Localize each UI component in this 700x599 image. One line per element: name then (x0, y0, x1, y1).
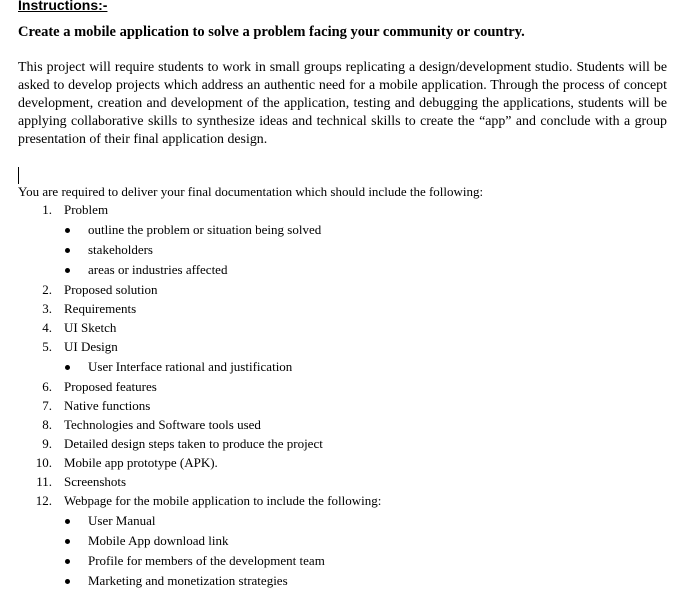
list-item-text: Screenshots (64, 474, 127, 489)
bullet-item (0, 358, 680, 375)
list-item-number: 1. (42, 202, 52, 217)
bullet-item (0, 241, 680, 258)
project-description: This project will require students to work in small groups replicating a design/development studio. Students will be asked to develop projects which address an authentic need for a mobile application. Through the process of concept development, creation and development of the application, testing and debugging the applications, students will be applying collaborative skills to synthesize ideas and technical skills to create the “app” and conclude with a group presentation of their final application design. (18, 60, 667, 147)
bullet-dot-icon (65, 519, 70, 524)
bullet-dot-icon (65, 579, 70, 584)
bullet-dot-icon (65, 559, 70, 564)
list-item (18, 378, 678, 395)
bullet-dot-icon (65, 228, 70, 233)
list-item-number: 12. (35, 493, 52, 508)
list-item-number: 10. (35, 455, 52, 470)
list-item-number: 6. (42, 379, 52, 394)
bullet-item (0, 572, 680, 589)
bullet-dot-icon (65, 248, 70, 253)
bullet-text: stakeholders (88, 242, 153, 257)
list-item (18, 300, 678, 317)
list-item (18, 338, 678, 355)
bullet-dot-icon (65, 539, 70, 544)
deliverables-intro: You are required to deliver your final documentation which should include the following: (18, 184, 484, 199)
bullet-item (0, 512, 680, 529)
list-item-text: Proposed features (64, 379, 157, 394)
instructions-heading: Instructions:- (18, 0, 108, 13)
list-item-text: UI Design (64, 339, 118, 354)
list-item-number: 2. (42, 282, 52, 297)
list-item (18, 416, 678, 433)
list-item-text: Proposed solution (64, 282, 158, 297)
list-item-number: 9. (42, 436, 52, 451)
bullet-text: outline the problem or situation being solved (88, 222, 322, 237)
list-item-text: Detailed design steps taken to produce the project (64, 436, 323, 451)
list-item-text: UI Sketch (64, 320, 117, 335)
bullet-item (0, 261, 680, 278)
list-item-text: Problem (64, 202, 109, 217)
bullet-dot-icon (65, 268, 70, 273)
bullet-item (0, 552, 680, 569)
list-item (18, 319, 678, 336)
list-item-text: Mobile app prototype (APK). (64, 455, 218, 470)
bullet-text: User Manual (88, 513, 156, 528)
bullet-text: User Interface rational and justification (88, 359, 293, 374)
list-item-number: 8. (42, 417, 52, 432)
list-item-text: Native functions (64, 398, 151, 413)
list-item (18, 454, 678, 471)
list-item-number: 7. (42, 398, 52, 413)
list-item (18, 397, 678, 414)
list-item (18, 435, 678, 452)
list-item-text: Technologies and Software tools used (64, 417, 261, 432)
bullet-item (0, 532, 680, 549)
list-item-number: 4. (42, 320, 52, 335)
bullet-text: areas or industries affected (88, 262, 228, 277)
bullet-text: Mobile App download link (88, 533, 229, 548)
bullet-dot-icon (65, 365, 70, 370)
list-item-number: 3. (42, 301, 52, 316)
list-item (18, 492, 678, 509)
bullet-text: Profile for members of the development team (88, 553, 325, 568)
list-item-text: Webpage for the mobile application to include the following: (64, 493, 382, 508)
task-statement: Create a mobile application to solve a problem facing your community or country. (18, 24, 525, 40)
list-item-number: 5. (42, 339, 52, 354)
bullet-text: Marketing and monetization strategies (88, 573, 288, 588)
list-item (18, 281, 678, 298)
text-cursor (18, 167, 19, 184)
list-item-number: 11. (36, 474, 52, 489)
bullet-item (0, 221, 680, 238)
list-item-text: Requirements (64, 301, 137, 316)
list-item (18, 473, 678, 490)
list-item (18, 201, 678, 218)
